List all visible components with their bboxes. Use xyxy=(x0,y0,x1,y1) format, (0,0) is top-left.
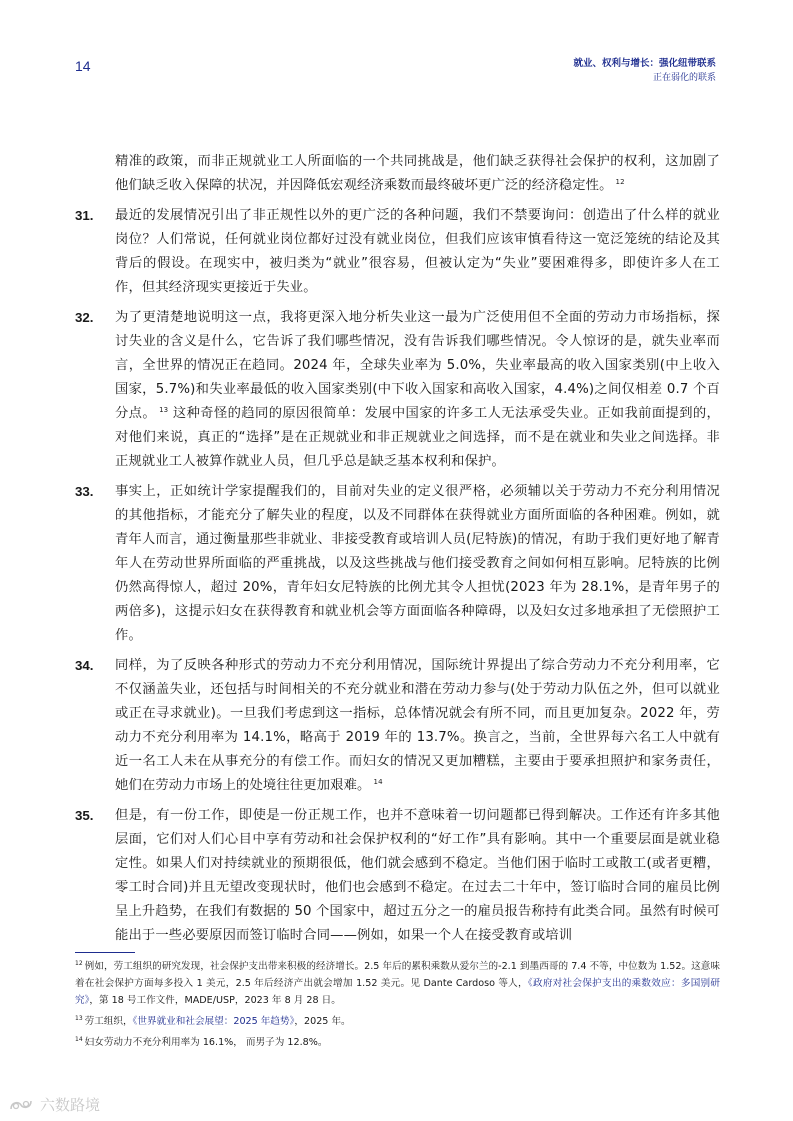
footnote-link[interactable]: 《政府对社会保护支出的乘数效应：多国别研究》 xyxy=(75,978,721,1006)
footnote-number: 13 xyxy=(75,1014,83,1022)
paragraph-text: 为了更清楚地说明这一点，我将更深入地分析失业这一最为广泛使用但不全面的劳动力市场指标，探讨失业的含义是什么，它告诉了我们哪些情况，没有告诉我们哪些情况。令人惊讶的是，就失业率而言，全世界的情况正在趋同。2024 年，全球失业率为 5.0%，失业率最高的收入国家类别(中上收入国家，5.7%)和失业率最低的收入国家类别(中下收入国家和高收入国家，4.4%)之间仅相差 0.7 个百分点。 xyxy=(115,310,720,421)
paragraph-35 xyxy=(75,804,720,948)
paragraph-continued xyxy=(75,150,720,198)
footnote-ref[interactable]: 14 xyxy=(373,777,383,786)
watermark-text: 六数路境 xyxy=(40,1096,101,1114)
paragraph-number: 32. xyxy=(75,310,94,325)
footnote-text: ，2025 年。 xyxy=(294,1016,351,1027)
footnotes xyxy=(75,958,720,1055)
paragraph-number: 35. xyxy=(75,808,94,823)
header-subtitle: 正在弱化的联系 xyxy=(652,73,716,83)
footnote-text: 例如，劳工组织的研究发现，社会保护支出带来积极的经济增长。2.5 年后的累积乘数从爱尔兰的-2.1 到墨西哥的 7.4 不等，中位数为 1.52。这意味着在社会保护方面每多投入 1 美元，2.5 年后经济产出就会增加 1.52 美元。见 Dante Cardoso 等人， xyxy=(75,961,720,989)
paragraph-text: 事实上，正如统计学家提醒我们的，目前对失业的定义很严格，必须辅以关于劳动力不充分利用情况的其他指标，才能充分了解失业的程度，以及不同群体在获得就业方面所面临的各种困难。例如，就青年人而言，通过衡量那些非就业、非接受教育或培训人员(尼特族)的情况，有助于我们更好地了解青年人在劳动世界所面临的严重挑战，以及这些挑战与他们接受教育之间如何相互影响。尼特族的比例仍然高得惊人，超过 20%，青年妇女尼特族的比例尤其令人担忧(2023 年为 28.1%，是青年男子的两倍多)，这提示妇女在获得教育和就业机会等方面面临各种障碍，以及妇女过多地承担了无偿照护工作。 xyxy=(115,484,720,643)
paragraph-31 xyxy=(75,204,720,300)
header-title: 就业、权利与增长：强化纽带联系 xyxy=(573,58,716,69)
footnote-number: 14 xyxy=(75,1035,83,1043)
page-number: 14 xyxy=(75,58,91,74)
footnote-12 xyxy=(75,958,720,1009)
paragraph-text: 同样，为了反映各种形式的劳动力不充分利用情况，国际统计界提出了综合劳动力不充分利用率，它不仅涵盖失业，还包括与时间相关的不充分就业和潜在劳动力参与(处于劳动力队伍之外，但可以就业或正在寻求就业)。一旦我们考虑到这一指标，总体情况就会有所不同，而且更加复杂。2022 年，劳动力不充分利用率为 14.1%，略高于 2019 年的 13.7%。换言之，当前，全世界每六名工人中就有近一名工人未在从事充分的有偿工作。而妇女的情况又更加糟糕，主要由于要承担照护和家务责任，她们在劳动力市场上的处境往往更加艰难。 xyxy=(115,658,720,793)
footnote-text: 妇女劳动力不充分利用率为 16.1%， 而男子为 12.8%。 xyxy=(84,1037,328,1048)
footnote-13 xyxy=(75,1013,720,1030)
running-header xyxy=(573,57,716,85)
footnote-14 xyxy=(75,1034,720,1051)
paragraph-33 xyxy=(75,480,720,648)
footnote-number: 12 xyxy=(75,959,83,967)
watermark-logo-icon xyxy=(8,1097,34,1113)
footnote-divider xyxy=(75,952,135,953)
paragraph-number: 31. xyxy=(75,208,94,223)
watermark xyxy=(8,1094,100,1115)
paragraph-text: 最近的发展情况引出了非正规性以外的更广泛的各种问题，我们不禁要询问：创造出了什么样的就业岗位？人们常说，任何就业岗位都好过没有就业岗位，但我们应该审慎看待这一宽泛笼统的结论及其背后的假设。在现实中，被归类为“就业”很容易，但被认定为“失业”要困难得多，即使许多人在工作，但其经济现实更接近于失业。 xyxy=(115,208,720,295)
paragraph-34 xyxy=(75,654,720,798)
footnote-ref[interactable]: 12 xyxy=(615,177,625,186)
footnote-link[interactable]: 《世界就业和社会展望：2025 年趋势》 xyxy=(132,1016,295,1027)
paragraph-32 xyxy=(75,306,720,474)
paragraph-text: 精准的政策，而非正规就业工人所面临的一个共同挑战是，他们缺乏获得社会保护的权利，这加剧了他们缺乏收入保障的状况，并因降低宏观经济乘数而最终破坏更广泛的经济稳定性。 xyxy=(115,154,720,193)
body-text xyxy=(75,150,720,954)
paragraph-text: 这种奇怪的趋同的原因很简单：发展中国家的许多工人无法承受失业。正如我前面提到的，对他们来说，真正的“选择”是在正规就业和非正规就业之间选择，而不是在就业和失业之间选择。非正规就业工人被算作就业人员，但几乎总是缺乏基本权利和保护。 xyxy=(115,406,721,469)
footnote-ref[interactable]: 13 xyxy=(159,405,169,414)
paragraph-number: 33. xyxy=(75,484,94,499)
paragraph-number: 34. xyxy=(75,658,94,673)
footnote-text: 劳工组织， xyxy=(84,1016,133,1027)
footnote-text: ，第 18 号工作文件，MADE/USP，2023 年 8 月 28 日。 xyxy=(89,995,341,1006)
paragraph-text: 但是，有一份工作，即使是一份正规工作，也并不意味着一切问题都已得到解决。工作还有许多其他层面，它们对人们心目中享有劳动和社会保护权利的“好工作”具有影响。其中一个重要层面是就业稳定性。如果人们对持续就业的预期很低，他们就会感到不稳定。当他们困于临时工或散工(或者更糟，零工时合同)并且无望改变现状时，他们也会感到不稳定。在过去二十年中，签订临时合同的雇员比例呈上升趋势，在我们有数据的 50 个国家中，超过五分之一的雇员报告称持有此类合同。虽然有时候可能出于一些必要原因而签订临时合同——例如，如果一个人在接受教育或培训 xyxy=(115,808,720,943)
